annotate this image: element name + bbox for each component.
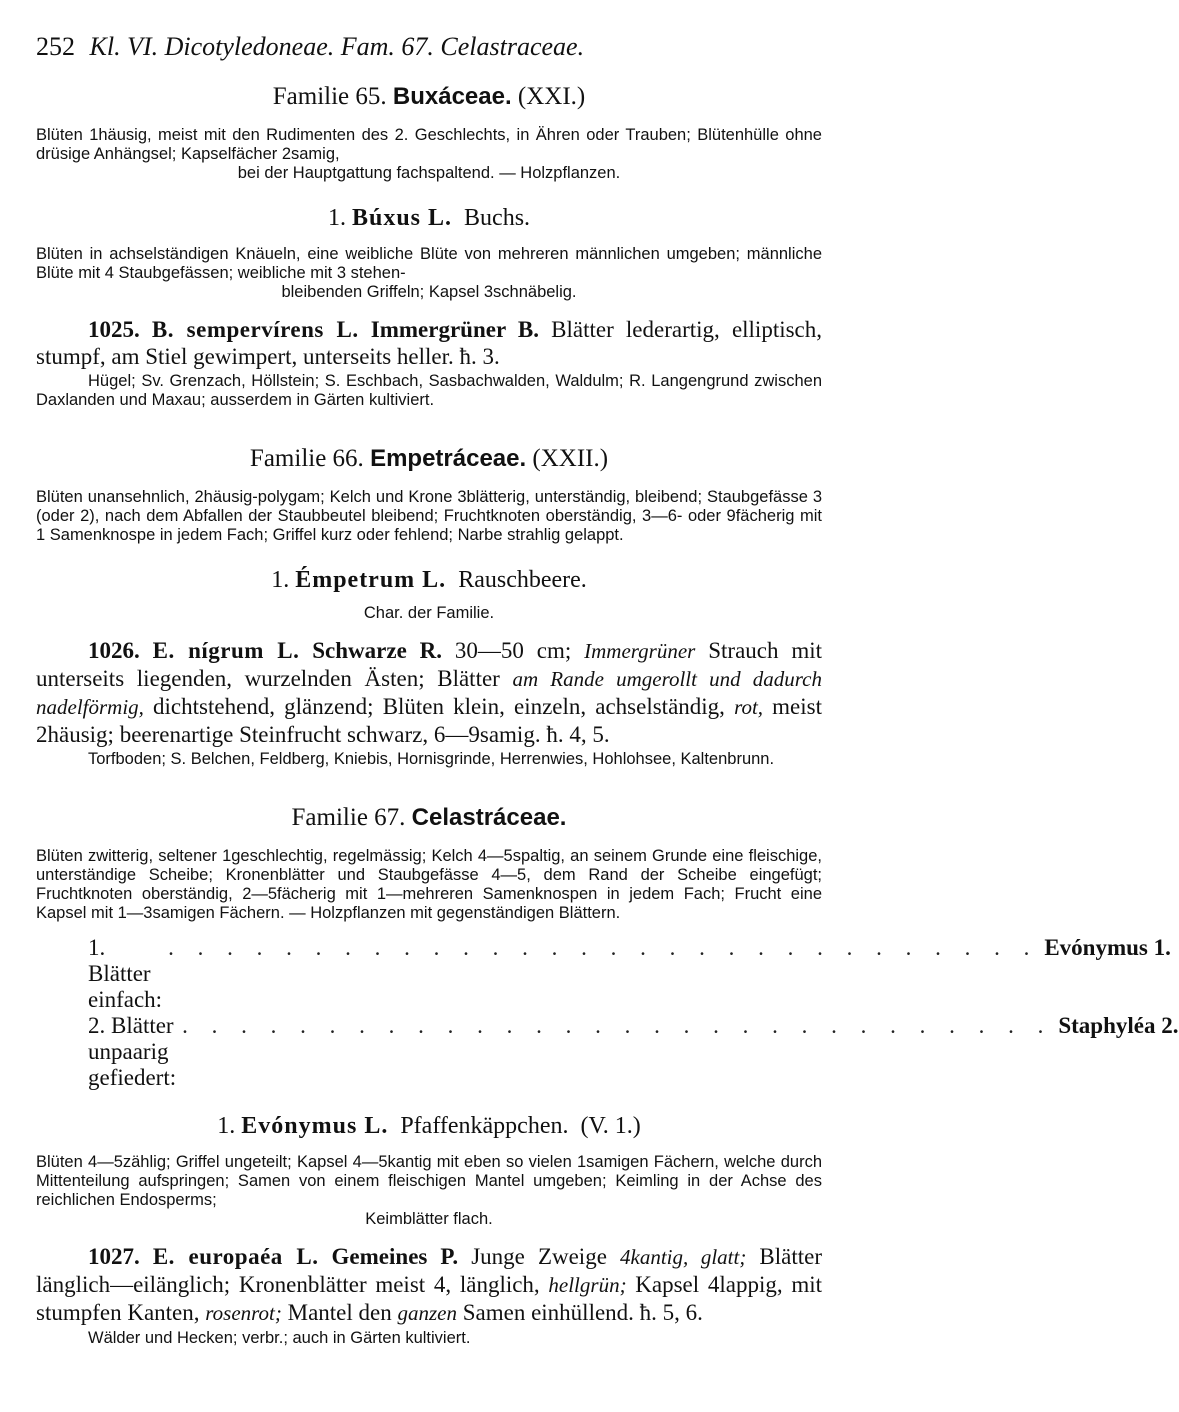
family-section-celastraceae [36, 803, 1179, 1348]
family-number: Familie 65. [272, 83, 387, 110]
family-description: Blüten zwitterig, seltener 1geschlechtig, regelmässig; Kelch 4—5spaltig, an seinem Grunde eine fleischige, unterständige Scheibe; Kronenblätter und Staubgefässe 4—5, dem Rand der Scheibe eingefügt; Fruchtknoten oberständig, 2—5fächerig mit 1—mehreren Samenknospen in jedem Fach; Frucht eine Kapsel mit 1—3samigen Fächern. — Holzpflanzen mit gegenständigen Blättern. [36, 847, 822, 922]
running-head-text: Kl. VI. Dicotyledoneae. Fam. 67. Celastraceae. [89, 32, 585, 61]
genus-name: Émpetrum L. [295, 567, 447, 593]
genus-heading: 1. Émpetrum L. Rauschbeere. [271, 567, 587, 593]
species-name: B. sempervírens L. [151, 317, 359, 342]
family-name: Celastráceae. [411, 804, 567, 831]
key-target: Staphyléa 2. [1058, 1013, 1179, 1038]
species-name: E. nígrum L. [152, 638, 300, 663]
family-description: Blüten 1häusig, meist mit den Rudimenten des 2. Geschlechts, in Ähren oder Trauben; Blütenhülle ohne drüsige Anhängsel; Kapselfächer 2samig, bei der Hauptgattung fachspaltend. — Holzpflanzen. [36, 126, 822, 182]
family-name: Buxáceae. [392, 83, 512, 110]
family-number: Familie 66. [249, 445, 364, 472]
family-name: Empetráceae. [370, 445, 527, 472]
family-section-buxaceae [36, 82, 822, 410]
family-heading [36, 444, 822, 474]
genus-char-note: Char. der Familie. [363, 604, 495, 622]
family-heading [36, 803, 822, 833]
genus-description: Blüten in achselständigen Knäueln, eine weibliche Blüte von mehreren männlichen umgeben; männliche Blüte mit 4 Staubgefässen; weibliche mit 3 stehen- bleibenden Griffeln; Kapsel 3schnäbelig. [36, 245, 822, 301]
genus-common-name: Pfaffenkäppchen. [400, 1113, 569, 1139]
species-entry: 1026. E. nígrum L. Schwarze R. 30—50 cm; Immergrüner Strauch mit unterseits liegenden, wurzelnden Ästen; Blätter am Rande umgerollt und dadurch nadelförmig, dichtstehend, glänzend; Blüten klein, einzeln, achselständig, rot, meist 2häusig; beerenartige Steinfrucht schwarz, 6—9samig. ħ. 4, 5. [36, 638, 823, 747]
key-row: 1. Blätter einfach: . . . . . . . . . . . . . . . . . . . . . . . . . . . . . . Evónymus 1. [88, 935, 1171, 1012]
genus-key [36, 935, 1179, 1091]
family-number: Familie 67. [291, 804, 406, 831]
species-entry: 1027. E. europaéa L. Gemeines P. Junge Zweige 4kantig, glatt; Blätter länglich—eilänglich; Kronenblätter meist 4, länglich, hellgrün; Kapsel 4lappig, mit stumpfen Kanten, rosenrot; Mantel den ganzen Samen einhüllend. ħ. 5, 6. [36, 1244, 822, 1325]
genus-class-ref: (V. 1.) [580, 1113, 641, 1139]
genus-name: Evónymus L. [241, 1113, 389, 1139]
book-page [36, 32, 1179, 1348]
genus-heading: 1. Evónymus L. Pfaffenkäppchen. (V. 1.) [217, 1113, 641, 1139]
species-number: 1026. [88, 638, 140, 663]
key-target: Evónymus 1. [1044, 935, 1171, 960]
species-entry [36, 316, 822, 370]
species-locations: Torfboden; S. Belchen, Feldberg, Kniebis, Hornisgrinde, Herrenwies, Hohlohsee, Kaltenbrunn. [88, 750, 775, 768]
species-name: E. europaéa L. [152, 1244, 319, 1269]
species-common-name: Gemeines P. [331, 1244, 459, 1269]
genus-common-name: Rauschbeere. [458, 567, 587, 593]
species-locations: Wälder und Hecken; verbr.; auch in Gärten kultiviert. [88, 1329, 471, 1347]
family-description: Blüten unansehnlich, 2häusig-polygam; Kelch und Krone 3blätterig, unterständig, bleibend; Staubgefässe 3 (oder 2), nach dem Abfallen der Staubbeutel bleibend; Fruchtknoten oberständig, 3—6- oder 9fächerig mit 1 Samenknospe in jedem Fach; Griffel kurz oder fehlend; Narbe strahlig gelappt. [36, 488, 822, 544]
family-class-ref: (XXII.) [532, 445, 609, 472]
family-heading [36, 82, 822, 112]
running-head [36, 32, 822, 62]
species-locations: Hügel; Sv. Grenzach, Höllstein; S. Eschbach, Sasbachwalden, Waldulm; R. Langengrund zwischen Daxlanden und Maxau; ausserdem in Gärten kultiviert. [36, 372, 822, 409]
key-row: 2. Blätter unpaarig gefiedert: . . . . . . . . . . . . . . . . . . . . . . . . . . . . . . Staphyléa 2. [88, 1013, 1179, 1090]
species-number: 1025. [88, 317, 140, 342]
species-number: 1027. [88, 1244, 140, 1269]
family-section-empetraceae [36, 444, 822, 769]
page-number: 252 [36, 32, 75, 61]
genus-name: Búxus L. [351, 205, 453, 231]
species-common-name: Schwarze R. [312, 638, 443, 663]
species-common-name: Immergrüner B. [370, 317, 539, 342]
genus-common-name: Buchs. [464, 205, 531, 231]
family-class-ref: (XXI.) [517, 83, 586, 110]
genus-heading: 1. Búxus L. Buchs. [327, 205, 531, 231]
species-text: Blätter lederartig, elliptisch, stumpf, am Stiel gewimpert, unterseits heller. ħ. 3. [36, 317, 823, 369]
genus-description: Blüten 4—5zählig; Griffel ungeteilt; Kapsel 4—5kantig mit eben so vielen 1samigen Fächern, welche durch Mittenteilung aufspringen; Samen von einem fleischigen Mantel umgeben; Keimling in der Achse des reichlichen Endosperms; Keimblätter flach. [36, 1153, 822, 1228]
